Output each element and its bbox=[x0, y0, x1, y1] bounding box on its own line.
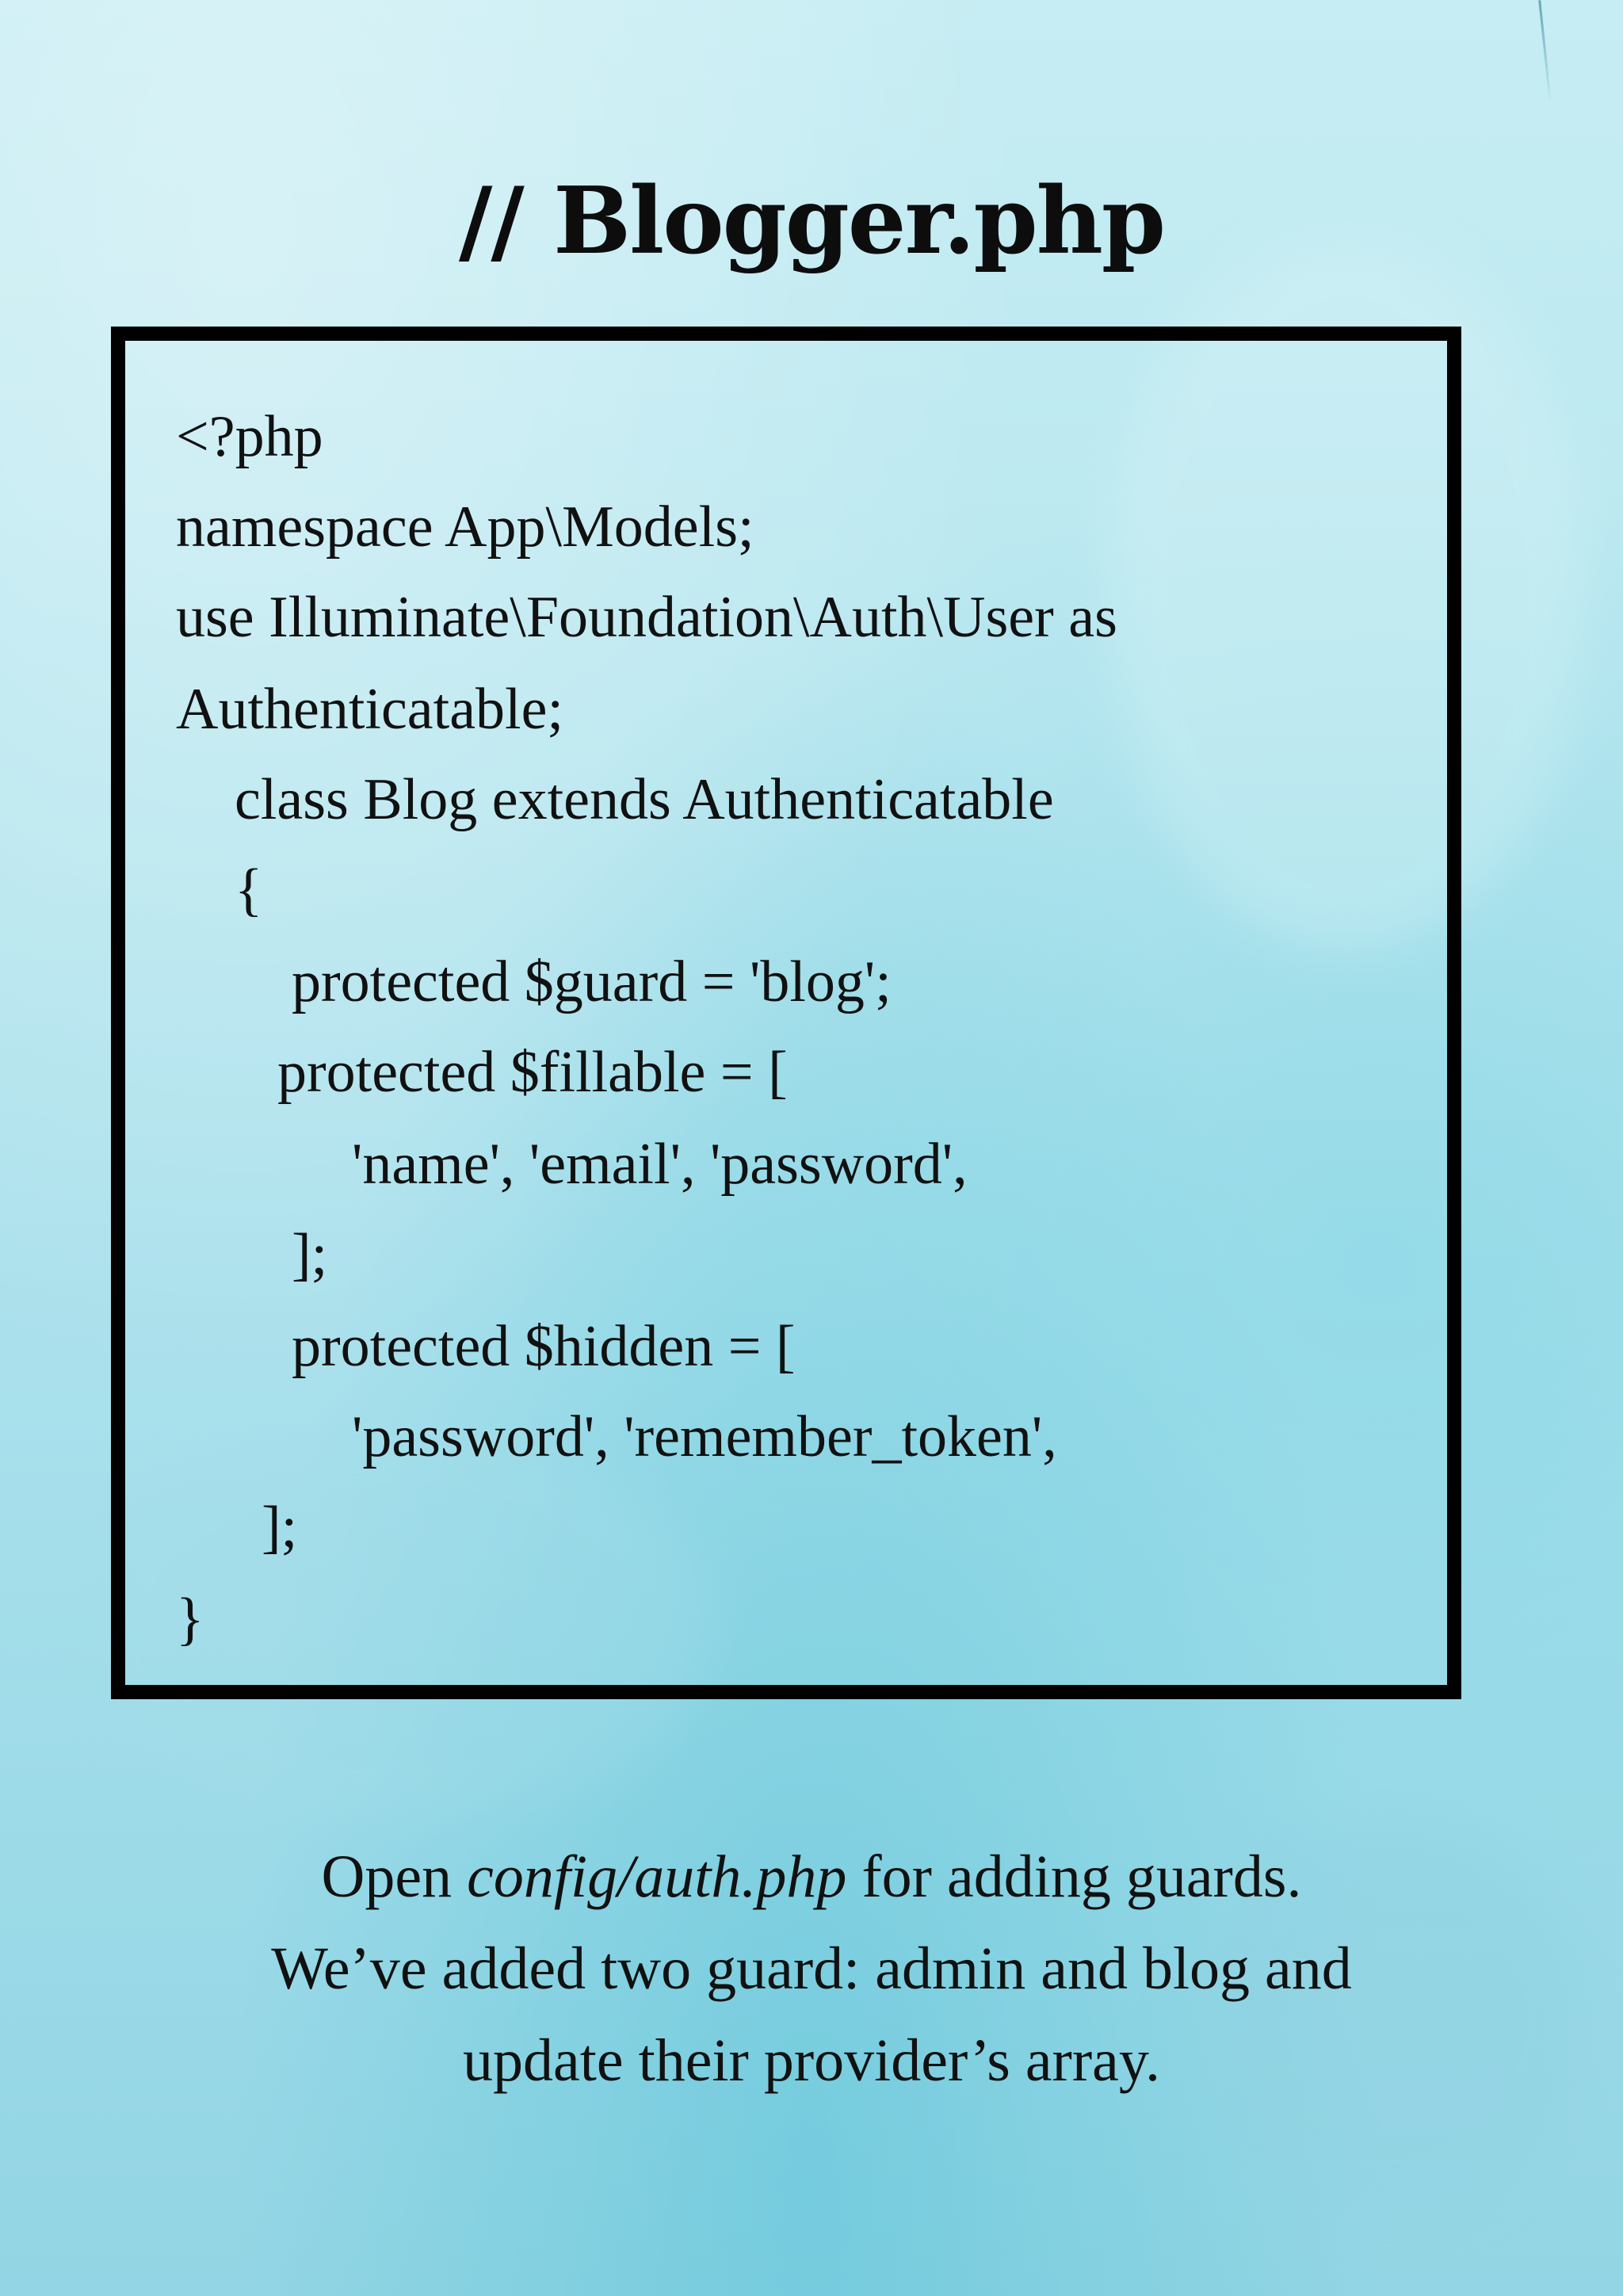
caption-text: Open bbox=[321, 1843, 468, 1910]
code-line: } bbox=[176, 1587, 204, 1652]
code-block bbox=[111, 327, 1461, 1699]
code-line: protected $fillable = [ bbox=[277, 1040, 788, 1105]
caption-text: for adding guards. bbox=[846, 1843, 1302, 1910]
code-line: { bbox=[235, 858, 263, 923]
code-line: ]; bbox=[262, 1495, 298, 1560]
code-line: use Illuminate\Foundation\Auth\User as bbox=[176, 585, 1117, 650]
code-line: Authenticatable; bbox=[176, 677, 564, 742]
caption-paragraph bbox=[0, 1831, 1623, 2107]
code-line: 'name', 'email', 'password', bbox=[352, 1132, 968, 1197]
config-file-path: config/auth.php bbox=[467, 1843, 847, 1910]
background-crack bbox=[1538, 0, 1552, 103]
code-line: namespace App\Models; bbox=[176, 495, 754, 560]
caption-line-1 bbox=[0, 1831, 1623, 1923]
caption-line-2: We’ve added two guard: admin and blog and bbox=[271, 1935, 1352, 2002]
code-line: 'password', 'remember_token', bbox=[352, 1404, 1057, 1469]
code-line: ]; bbox=[292, 1222, 328, 1287]
code-line: class Blog extends Authenticatable bbox=[235, 767, 1054, 832]
code-line: protected $guard = 'blog'; bbox=[292, 949, 892, 1014]
code-line: protected $hidden = [ bbox=[292, 1314, 796, 1379]
caption-line-3: update their provider’s array. bbox=[463, 2027, 1160, 2094]
page-title: // Blogger.php bbox=[458, 167, 1165, 275]
code-line: <?php bbox=[176, 404, 323, 469]
